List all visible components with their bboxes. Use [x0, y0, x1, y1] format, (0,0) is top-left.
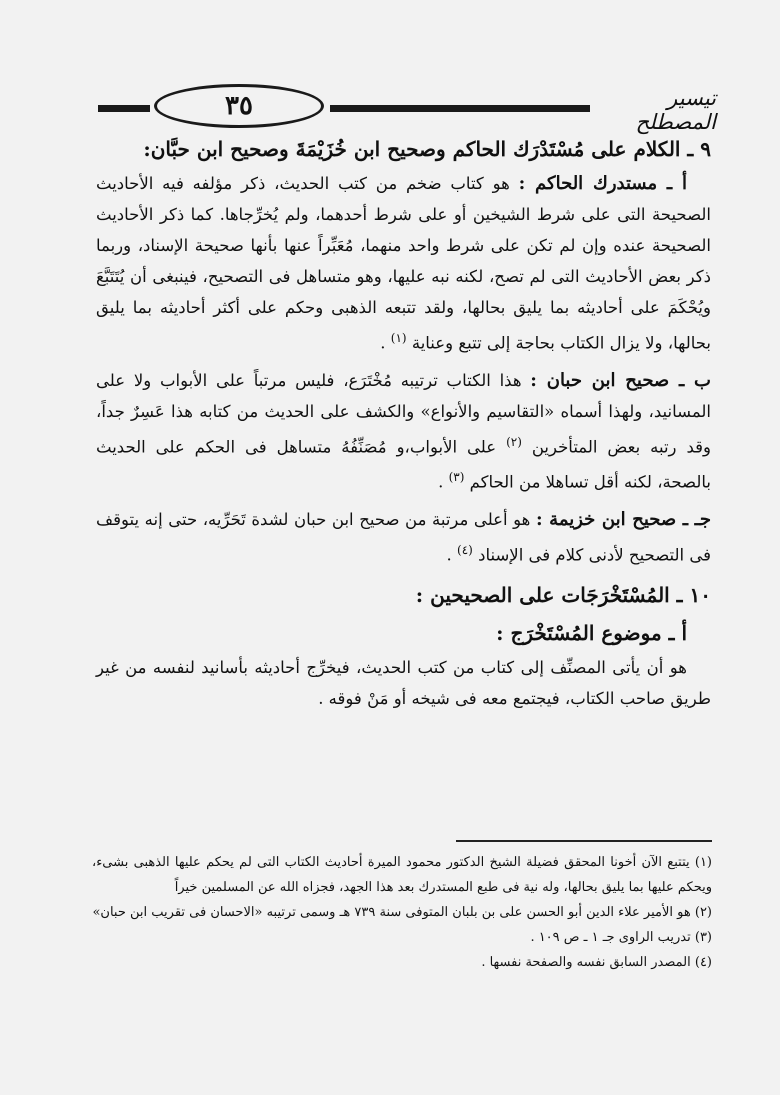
main-text [96, 130, 711, 714]
footnote-separator [456, 840, 712, 842]
section-9b-paragraph: ب ـ صحيح ابن حبان : هذا الكتاب ترتيبه مُخْتَرَع، فليس مرتباً على الأبواب ولا على المسانيد، ولهذا أسماه «التقاسيم والأنواع» والكشف على الحديث من كتابه هذا عَسِرٌ جداً، وقد رتبه بعض المتأخرين $^{(٢)}$ على الأبواب،و مُصَنِّفُهُ متساهل فى الحكم على الحديث بالصحة، لكنه أقل تساهلا من الحاكم $^{(٣)}$ . [96, 369, 711, 492]
section-10-title: ١٠ ـ المُسْتَخْرَجَات على الصحيحين : [415, 583, 711, 607]
footnote-2: (٢) هو الأمير علاء الدين أبو الحسن على بن بلبان المتوفى سنة ٧٣٩ هـ وسمى ترتيبه «الاحسان فى تقريب ابن حبان» [92, 905, 712, 920]
section-9b-lead: ب ـ صحيح ابن حبان : [530, 369, 711, 391]
header-rule-right [330, 105, 590, 112]
section-9c-paragraph: جـ ـ صحيح ابن خزيمة : هو أعلى مرتبة من صحيح ابن حبان لشدة تَحَرِّيه، حتى إنه يتوقف فى التصحيح لأدنى كلام فى الإسناد $^{(٤)}$ . [96, 508, 711, 564]
footnote-3: (٣) تدريب الراوى جـ ١ ـ ص ١٠٩ . [530, 930, 712, 945]
section-9a-paragraph: أ ـ مستدرك الحاكم : هو كتاب ضخم من كتب الحديث، ذكر مؤلفه فيه الأحاديث الصحيحة التى على شرط الشيخين أو على شرط أحدهما، ولم يُخرِّجاها. كما ذكر الأحاديث الصحيحة عنده وإن لم تكن على شرط واحد منهما، مُعَبِّراً عنها بأنها صحيحة الإسناد، وربما ذكر بعض الأحاديث التى لم تصح، لكنه نبه عليها، وهو متساهل فى التصحيح، فينبغى أن يُتَتَبَّعَ ويُحْكَمَ على أحاديثه بما يليق بحالها، ولقد تتبعه الذهبى وحكم على أكثر أحاديثه بما يليق بحالها، ولا يزال الكتاب بحاجة إلى تتبع وعناية $^{(١)}$ . [96, 173, 711, 353]
section-10a-text: هو أن يأتى المصنِّف إلى كتاب من كتب الحديث، فيخرِّج أحاديثه بأسانيد لنفسه من غير طريق صاحب الكتاب، فيجتمع معه فى شيخه أو مَنْ فوقه . [96, 658, 711, 708]
running-title: تيسير المصطلح [635, 86, 716, 134]
footnote-1: (١) يتتبع الآن أخونا المحقق فضيلة الشيخ الدكتور محمود الميرة أحاديث الكتاب التى لم يحكم عليها الذهبى بشىء، ويحكم عليها بما يليق بحالها، وله نية فى طبع المستدرك بعد هذا الجهد، فجزاه الله عن المسلمين خيراً [92, 855, 712, 895]
section-9b-text-1: هذا الكتاب ترتيبه مُخْتَرَع، فليس مرتباً على الأبواب ولا على المسانيد، ولهذا أسماه «التقاسيم والأنواع» والكشف على الحديث من كتابه هذا عَسِرٌ جداً، وقد رتبه بعض المتأخرين [96, 370, 711, 456]
section-9a-text: هو كتاب ضخم من كتب الحديث، ذكر مؤلفه فيه الأحاديث الصحيحة التى على شرط الشيخين أو على شرط أحدهما، ولم يُخرِّجاها. كما ذكر الأحاديث الصحيحة عنده وإن لم تكن على شرط واحد منهما، مُعَبِّراً عنها بأنها صحيحة الإسناد، وربما ذكر بعض الأحاديث التى لم تصح، لكنه نبه عليها، وهو متساهل فى التصحيح، فينبغى أن يُتَتَبَّعَ ويُحْكَمَ على أحاديثه بما يليق بحالها، ولقد تتبعه الذهبى وحكم على أكثر أحاديثه بما يليق بحالها، ولا يزال الكتاب بحاجة إلى تتبع وعناية [96, 174, 711, 353]
footnote-ref-4: (٤) [457, 542, 473, 557]
section-10a-lead: أ ـ موضوع المُسْتَخْرَج : [496, 621, 687, 645]
running-header [98, 80, 716, 134]
section-9c-lead: جـ ـ صحيح ابن خزيمة : [535, 508, 711, 530]
section-9b-text-2: على الأبواب،و مُصَنِّفُهُ متساهل فى الحكم على الحديث بالصحة، لكنه أقل تساهلا من الحاكم [96, 437, 711, 492]
footnote-ref-2: (٢) [506, 434, 522, 449]
page-number: ٣٥ [154, 84, 324, 128]
section-9c-text: هو أعلى مرتبة من صحيح ابن حبان لشدة تَحَرِّيه، حتى إنه يتوقف فى التصحيح لأدنى كلام فى الإسناد [96, 509, 711, 564]
header-rule-left [98, 105, 150, 112]
footnote-ref-1: (١) [390, 331, 407, 345]
section-9a-lead: أ ـ مستدرك الحاكم : [518, 173, 687, 194]
footnote-4: (٤) المصدر السابق نفسه والصفحة نفسها . [481, 955, 712, 970]
footnote-ref-3: (٣) [448, 470, 465, 484]
section-9-title: ٩ ـ الكلام على مُسْتَدْرَك الحاكم وصحيح ابن خُزَيْمَةَ وصحيح ابن حبَّان: [143, 137, 711, 161]
footnotes [92, 850, 712, 975]
